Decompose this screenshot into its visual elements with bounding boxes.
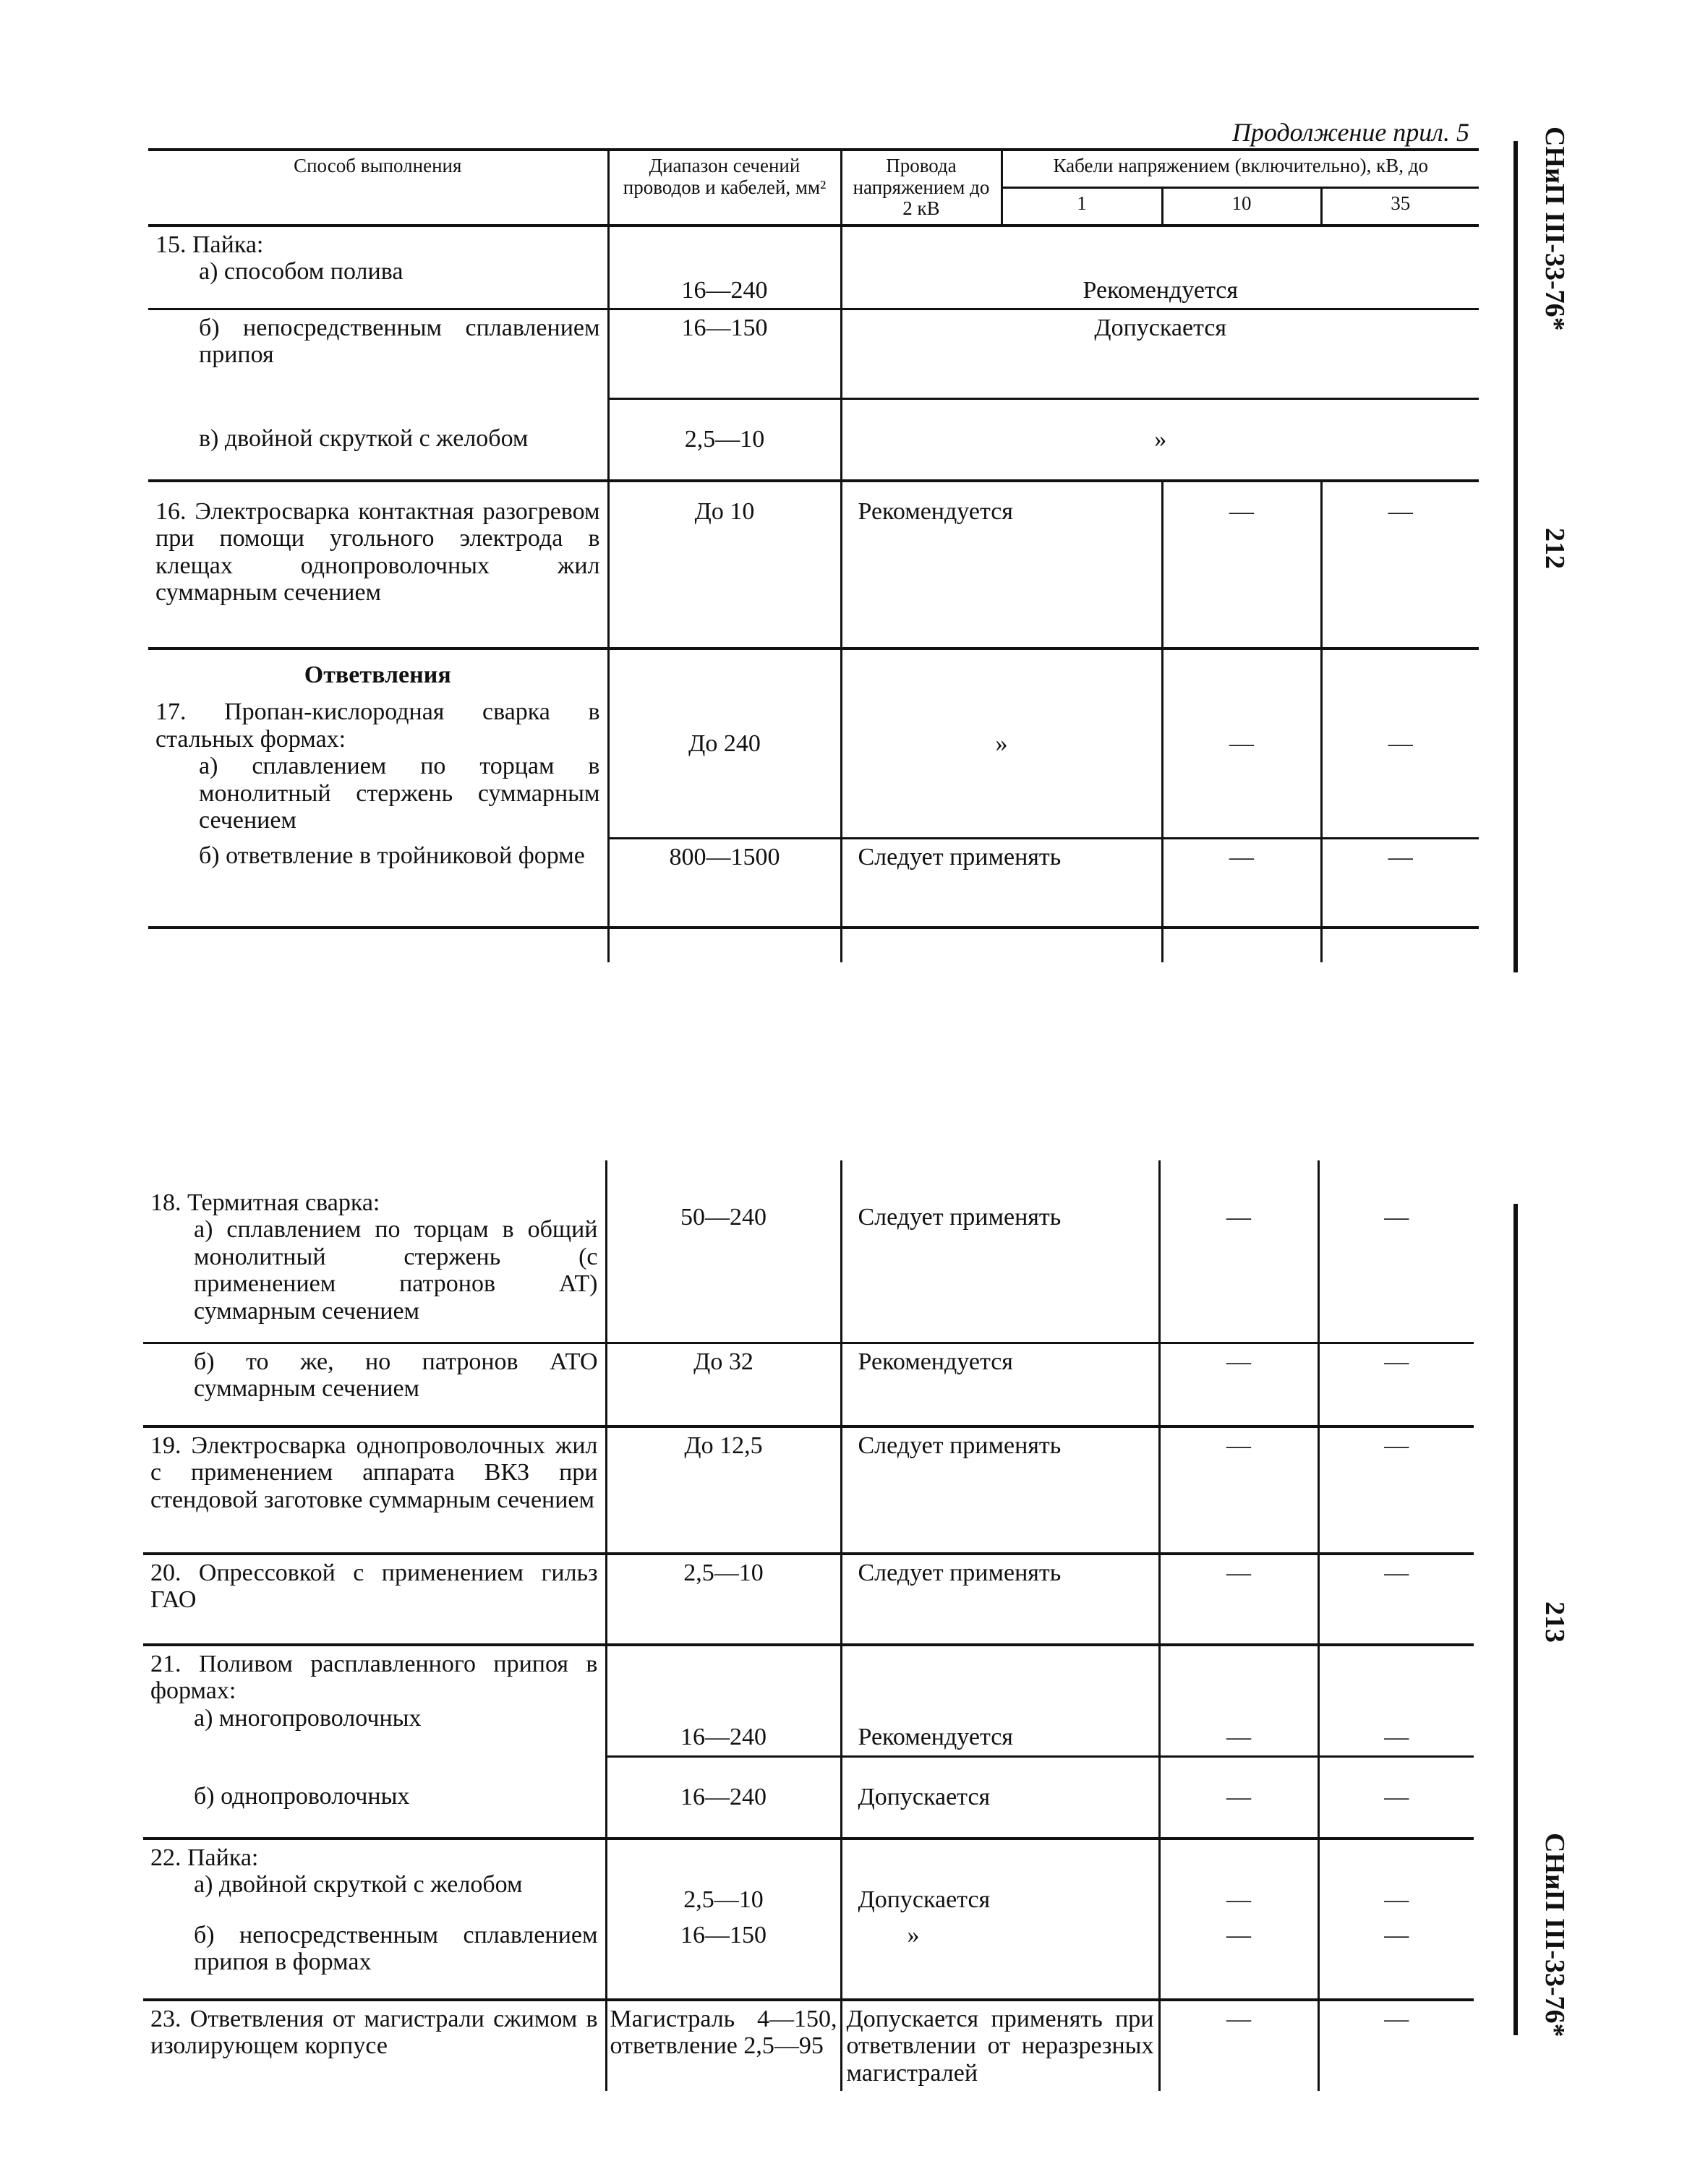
applicability: Следует применять: [841, 838, 1162, 928]
doc-code-bottom: СНиП III-33-76*: [1540, 1833, 1570, 2037]
dash: —: [1162, 649, 1321, 838]
applicability: Допускается: [841, 1756, 1159, 1839]
applicability: Следует применять: [841, 1426, 1159, 1554]
table-row: [143, 2000, 1474, 2091]
margin-rule-top: [1513, 141, 1518, 972]
applicability: Рекомендуется: [841, 1645, 1159, 1756]
dash: —: [1318, 1645, 1474, 1756]
row-title: 17. Пропан-кислородная сварка в стальных формах:: [155, 698, 600, 753]
row-item: а) сплавлением по торцам в монолитный стержень суммарным сечением: [199, 753, 600, 834]
table-row: [148, 481, 1479, 649]
dash: —: [1159, 1917, 1318, 2000]
section-title: Ответвления: [304, 662, 451, 689]
margin-rule-bottom: [1513, 1204, 1518, 2035]
dash: —: [1318, 1839, 1474, 1917]
table-row-spacer: [148, 928, 1479, 962]
dash: —: [1318, 1756, 1474, 1839]
row-title: 15. Пайка:: [155, 231, 264, 259]
range-value: До 10: [608, 481, 841, 649]
col-header-kv-35: 35: [1321, 188, 1479, 226]
row-item: б) непосредственным сплавлением припоя: [199, 315, 600, 369]
row-text: 20. Опрессовкой с применением гильз ГАО: [150, 1560, 598, 1614]
dash: —: [1159, 1160, 1318, 1343]
col-header-kv-10: 10: [1162, 188, 1321, 226]
dash: —: [1162, 481, 1321, 649]
row-text: 23. Ответвления от магистрали сжимом в изолирующем корпусе: [150, 2006, 598, 2060]
range-value: До 12,5: [606, 1426, 841, 1554]
range-value: 16—240: [606, 1756, 841, 1839]
row-item: б) то же, но патронов АТО суммарным сечением: [194, 1348, 598, 1403]
row-item: а) способом полива: [199, 258, 403, 286]
range-value: До 240: [608, 649, 841, 838]
table-row: [143, 1160, 1474, 1343]
range-value: До 32: [606, 1343, 841, 1427]
row-item: а) сплавлением по торцам в общий монолитный стержень (с применением патронов АТ) суммарным сечением: [194, 1216, 598, 1325]
applicability: Следует применять: [841, 1554, 1159, 1645]
dash: —: [1318, 2000, 1474, 2091]
applicability: »: [841, 1917, 1159, 2000]
table-row: [148, 398, 1479, 481]
row-item: б) ответвление в тройниковой форме: [199, 842, 585, 870]
table-row: [148, 838, 1479, 928]
row-text: 16. Электросварка контактная разогревом при помощи угольного электрода в клещах однопроволочных жил суммарным сечением: [155, 498, 600, 607]
table-top: [148, 148, 1479, 962]
dash: —: [1159, 2000, 1318, 2091]
dash: —: [1318, 1554, 1474, 1645]
applicability: Следует применять: [841, 1160, 1159, 1343]
row-title: 21. Поливом расплавленного припоя в формах:: [150, 1651, 598, 1705]
col-header-wires: Провода напряжением до 2 кВ: [841, 150, 1002, 226]
applicability: Рекомендуется: [841, 481, 1162, 649]
page-number-top: 212: [1540, 528, 1570, 569]
doc-code-top: СНиП III-33-76*: [1540, 127, 1570, 331]
range-value: 16—150: [606, 1917, 841, 2000]
table-row: [143, 1343, 1474, 1427]
col-header-cables: Кабели напряжением (включительно), кВ, до: [1002, 150, 1479, 188]
row-item: а) многопроволочных: [194, 1704, 422, 1732]
table-row: [143, 1839, 1474, 1917]
table-row: [143, 1756, 1474, 1839]
table-row: [148, 649, 1479, 838]
applicability: Рекомендуется: [1083, 276, 1238, 304]
applicability: »: [841, 398, 1479, 481]
table-row: [148, 226, 1479, 309]
dash: —: [1318, 1426, 1474, 1554]
applicability: Допускается: [841, 1839, 1159, 1917]
applicability: »: [841, 649, 1162, 838]
range-value: 2,5—10: [606, 1554, 841, 1645]
dash: —: [1318, 1343, 1474, 1427]
table-row: [148, 309, 1479, 399]
table-row: [143, 1554, 1474, 1645]
table-row: [143, 1426, 1474, 1554]
row-item: в) двойной скруткой с желобом: [199, 425, 529, 453]
row-text: 19. Электросварка однопроволочных жил с применением аппарата ВКЗ при стендовой заготовке суммарным сечением: [150, 1432, 598, 1513]
range-value: 16—240: [606, 1645, 841, 1756]
range-value: 2,5—10: [606, 1839, 841, 1917]
dash: —: [1159, 1426, 1318, 1554]
range-value: 2,5—10: [608, 398, 841, 481]
dash: —: [1162, 838, 1321, 928]
applicability: Допускается: [841, 309, 1479, 399]
applicability: Допускается применять при ответвлении от неразрезных магистралей: [841, 2000, 1159, 2091]
dash: —: [1159, 1645, 1318, 1756]
col-header-method: Способ выполнения: [294, 155, 462, 176]
dash: —: [1159, 1839, 1318, 1917]
row-item: б) однопроволочных: [194, 1783, 410, 1810]
range-value: 800—1500: [608, 838, 841, 928]
table-row: [143, 1645, 1474, 1756]
continuation-label: Продолжение прил. 5: [1231, 118, 1469, 147]
dash: —: [1159, 1343, 1318, 1427]
range-value: 50—240: [606, 1160, 841, 1343]
table-bottom: [143, 1160, 1474, 2091]
table-row: [143, 1917, 1474, 2000]
row-item: б) непосредственным сплавлением припоя в формах: [194, 1922, 598, 1976]
dash: —: [1159, 1554, 1318, 1645]
dash: —: [1159, 1756, 1318, 1839]
dash: —: [1318, 1917, 1474, 2000]
dash: —: [1321, 649, 1479, 838]
row-title: 22. Пайка:: [150, 1844, 259, 1871]
applicability: Рекомендуется: [841, 1343, 1159, 1427]
dash: —: [1321, 838, 1479, 928]
range-value: 16—240: [681, 276, 768, 304]
col-header-kv-1: 1: [1002, 188, 1162, 226]
dash: —: [1318, 1160, 1474, 1343]
row-item: а) двойной скруткой с желобом: [194, 1871, 523, 1899]
col-header-range: Диапазон сечений проводов и кабелей, мм²: [608, 150, 841, 226]
range-value: Магистраль 4—150, ответвление 2,5—95: [606, 2000, 841, 2091]
page-number-bottom: 213: [1540, 1601, 1570, 1643]
range-value: 16—150: [608, 309, 841, 399]
row-title: 18. Термитная сварка:: [150, 1189, 380, 1216]
dash: —: [1321, 481, 1479, 649]
